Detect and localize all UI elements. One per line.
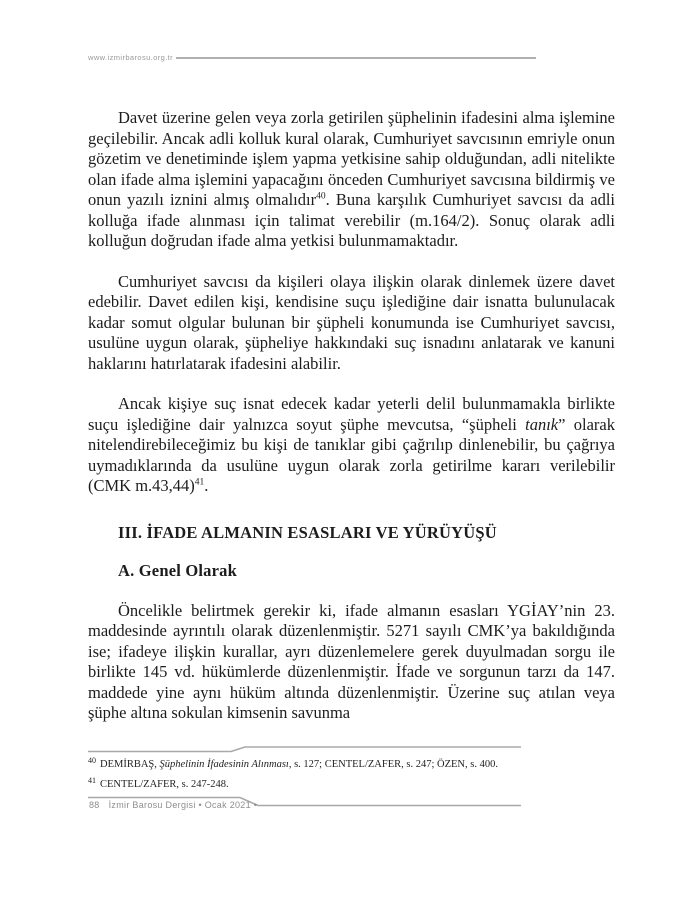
footnote-ref-40: 40 — [316, 191, 326, 202]
footnote-separator-rule — [88, 745, 615, 754]
paragraph-3-tail: . — [204, 476, 209, 495]
paragraph-3-lead: Ancak kişiye suç isnat edecek kadar yeterli delil bulunmamakla birlikte suçu işlediğine dair yalnızca soyut şüphe mevcutsa, “şüpheli — [88, 394, 615, 434]
page-number: 88 — [89, 800, 100, 810]
footnote-40-rest: , s. 127; CENTEL/ZAFER, s. 247; ÖZEN, s. 400. — [288, 759, 498, 770]
paragraph-2 — [88, 272, 615, 375]
footer-text — [88, 796, 615, 810]
footnote-ref-41: 41 — [194, 477, 205, 488]
paragraph-4-text: Öncelikle belirtmek gerekir ki, ifade almanın esasları YGİAY’nin 23. maddesinde ayrıntılı olarak düzenlenmiştir. 5271 sayılı CMK’ya bakıldığında ise; ifadeye ilişkin kurallar, ayrı düzenlemelere gerek duyulmadan sorgu ile birlikte 145 vd. hükümlerde düzenlenmiştir. İfade ve sorgunun tarzı da 147. maddede yine aynı hüküm altında düzenlenmiştir. Üzerine suç atılan veya şüphe altına sokulan kimsenin savunma — [88, 600, 615, 722]
paragraph-4 — [88, 601, 615, 724]
paragraph-3-italic-term: tanık — [525, 414, 559, 434]
footnote-41-text: CENTEL/ZAFER, s. 247-248. — [100, 779, 229, 790]
page-header — [88, 53, 615, 62]
paragraph-1-text: Davet üzerine gelen veya zorla getirilen şüphelinin ifadesini alma işlemine geçilebilir. Ancak adli kolluk kural olarak, Cumhuriyet savcısının emriyle onun gözetim ve denetiminde işlem yapma yetkisine sahip olduğundan, adli nitelikte olan ifade alma işlemini yapacağını önceden Cumhuriyet savcısına bildirmiş ve onun yazılı iznini almış olmalıdır — [88, 108, 615, 209]
footnotes-section — [88, 745, 615, 794]
paragraph-2-text: Cumhuriyet savcısı da kişileri olaya ilişkin olarak dinlemek üzere davet edebilir. Davet edilen kişi, kendisine suçu işlediğine dair isnatta bulunulacak kadar somut olgular bulunan bir şüpheli konumunda ise Cumhuriyet savcısı, usulüne uygun olarak, şüpheliye hakkındaki suç isnadını anlatarak ve kanuni haklarını hatırlatarak ifadesini alabilir. — [88, 271, 615, 373]
footnote-41 — [88, 775, 615, 794]
article-content — [88, 108, 615, 744]
footnote-40-title: Şüphelinin İfadesinin Alınması — [159, 759, 289, 770]
paragraph-1 — [88, 108, 615, 252]
header-url: www.izmirbarosu.org.tr — [88, 53, 174, 62]
footnote-40 — [88, 755, 615, 774]
paragraph-3-after: ” olarak nitelendirebileceğimiz bu kişi de tanıklar gibi çağrılıp dinlenebilir, bu çağrıya uymadıklarında da usulüne uygun olarak zorla getirilme kararı verilebilir (CMK m.43,44) — [88, 414, 615, 495]
footnote-40-author: DEMİRBAŞ, — [100, 759, 160, 770]
journal-name: İzmir Barosu Dergisi • Ocak 2021 • — [108, 800, 258, 810]
footnote-40-marker: 40 — [88, 755, 96, 765]
section-heading: III. İFADE ALMANIN ESASLARI VE YÜRÜYÜŞÜ — [118, 522, 497, 542]
footnote-41-marker: 41 — [88, 775, 96, 785]
paragraph-3 — [88, 394, 615, 497]
page-footer — [88, 796, 615, 810]
header-rule — [176, 57, 536, 59]
paragraph-1-tail: . Buna karşılık Cumhuriyet savcısı da adli kolluğa ifade alınması için talimat verebilir (m.164/2). Sonuç olarak adli kolluğun doğrudan ifade alma yetkisi bulunmamaktadır. — [88, 190, 615, 250]
subsection-heading: A. Genel Olarak — [118, 560, 237, 580]
